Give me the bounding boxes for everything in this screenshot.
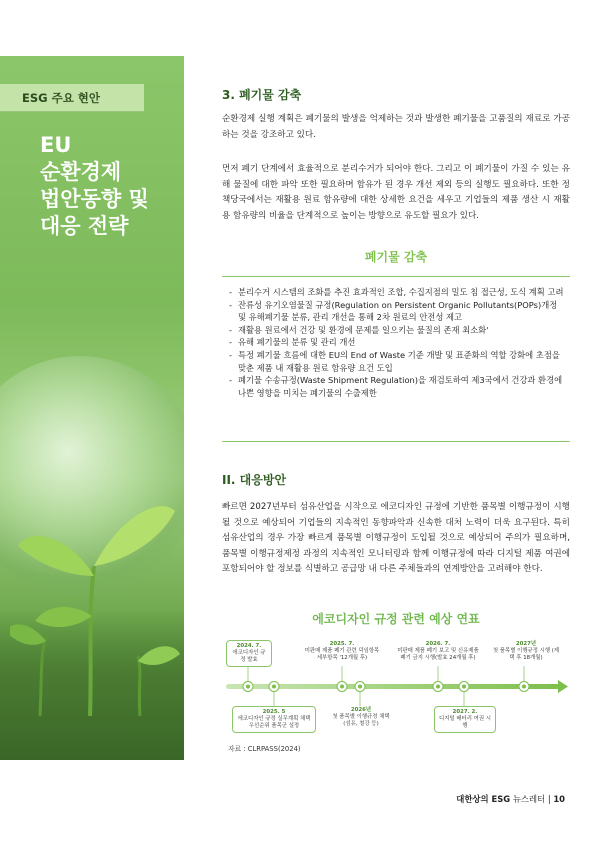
event-text: 미판매 제품 폐기 보고 및 신유제품 폐기 금지 시행(발효 24개월 후) <box>397 648 479 661</box>
event-year: 2027. 2. <box>452 709 478 715</box>
paragraph: 먼저 폐기 단계에서 효율적으로 분리수거가 되어야 한다. 그리고 이 폐기물이 가질 수 있는 유해 물질에 대한 파악 또한 필요하며 함유가 된 경우 개선 제외 등의 실행도 필요하다. 또한 정책당국에서는 재활용 원료 함유량에 대한 상세한 요건을 세우고 기업들의 제품 생산 시 재활용 함유량의 비율을 단계적으로 높이는 방향으로 유도할 필요가 있다. <box>222 164 570 221</box>
timeline-event <box>392 640 484 663</box>
timeline-event <box>226 640 272 667</box>
article-title <box>40 132 180 240</box>
event-year: 2026. 7. <box>425 641 451 647</box>
event-year: 2024. 7. <box>236 643 262 649</box>
title-line: EU <box>40 133 72 157</box>
list-item: - 분리수거 시스템의 조화를 추진 효과적인 조합, 수집지점의 밀도 침 접근성, 도식 계획 고려 <box>228 286 564 299</box>
box-title: 폐기물 감축 <box>364 250 428 264</box>
event-text: 에코디자인 규정 실무계획 채택 우선순위 품목군 설정 <box>237 716 311 729</box>
timeline-event <box>326 706 396 729</box>
sidebar-panel <box>0 56 184 760</box>
footer-divider: | <box>547 794 554 804</box>
section-heading-waste: 3. 폐기물 감축 <box>222 88 302 102</box>
event-year: 2026년 <box>350 707 372 713</box>
list-item: - 재활용 원료에서 건강 및 환경에 문제를 일으키는 물질의 존재 최소화' <box>228 324 564 337</box>
event-text: 첫 품목별 이행규정 채택 (섬유, 철강 등) <box>332 714 390 727</box>
list-item: - 폐기물 수송규정(Waste Shipment Regulation)을 재검토하여 제3국에서 건강과 환경에 나쁜 영향을 미치는 폐기물의 수출제한 <box>228 374 564 399</box>
sprout-image <box>10 416 180 716</box>
timeline-title: 에코디자인 규정 관련 예상 연표 <box>312 612 480 626</box>
event-text: 에코디자인 규정 발효 <box>232 650 266 663</box>
paragraph: 순환경제 실행 계획은 폐기물의 발생을 억제하는 것과 발생한 폐기물을 고품질의 재료로 가공하는 것을 강조하고 있다. <box>222 114 570 140</box>
list-item: - 유해 폐기물의 분류 및 관리 개선 <box>228 336 564 349</box>
event-text: 첫 품목별 이행규정 시행 (제택 후 18개월) <box>492 648 560 661</box>
timeline-event <box>232 706 316 733</box>
event-text: 디지털 배터리 여권 시행 <box>438 716 491 729</box>
footer-org: 대한상의 ESG <box>456 794 511 804</box>
event-year: 2025. 7. <box>329 641 355 647</box>
footer-label: 뉴스레터 <box>512 794 546 804</box>
timeline <box>222 636 570 736</box>
list-item: - 잔류성 유기오염물질 규정(Regulation on Persistent Organic Pollutants(POPs)개정 및 유해폐기물 분류, 관리 개선을 통해 2차 원료의 안전성 제고 <box>228 299 564 324</box>
title-line: 대응 전략 <box>40 214 129 238</box>
timeline-event <box>490 640 562 663</box>
event-text: 미판매 제품 폐기 관련 덕임항목 세부항목 '12개월 후) <box>304 648 380 661</box>
section-heading-response: II. 대응방안 <box>222 473 287 487</box>
paragraph: 빠르면 2027년부터 섬유산업을 시작으로 에코디자인 규정에 기반한 품목별 이행규정이 시행될 것으로 예상되어 기업들의 지속적인 동향파악과 신속한 대처 노력이 더욱 요구된다. 특히 섬유산업의 경우 가장 빠르게 품목별 이행규정이 도입될 것으로 예상되어 주의가 필요하며, 품목별 이행규정제정 과정의 지속적인 모니터링과 함께 이행규정에 따라 디지털 제품 여권에 포함되어야 할 정보를 식별하고 공급망 내 다른 주체들과의 연계방안을 고려해야 한다. <box>222 502 570 575</box>
bullet-list <box>228 286 564 399</box>
page-number: 10 <box>553 794 565 804</box>
title-line: 순환경제 <box>40 160 122 184</box>
event-year: 2027년 <box>515 641 537 647</box>
page-footer <box>456 793 565 805</box>
timeline-event <box>300 640 384 663</box>
timeline-event <box>434 706 496 733</box>
event-year: 2025. 5 <box>262 709 286 715</box>
list-item: - 특정 폐기물 흐름에 대한 EU의 End of Waste 기준 개발 및 표준화의 역할 강화에 초점을 맞춘 제품 내 재활용 원료 함유량 요건 도입 <box>228 349 564 374</box>
source-note: 자료 : CLRPASS(2024) <box>228 745 301 753</box>
category-tag: ESG 주요 현안 <box>0 84 144 112</box>
waste-reduction-box <box>222 276 570 442</box>
title-line: 법안동향 및 <box>40 187 149 211</box>
